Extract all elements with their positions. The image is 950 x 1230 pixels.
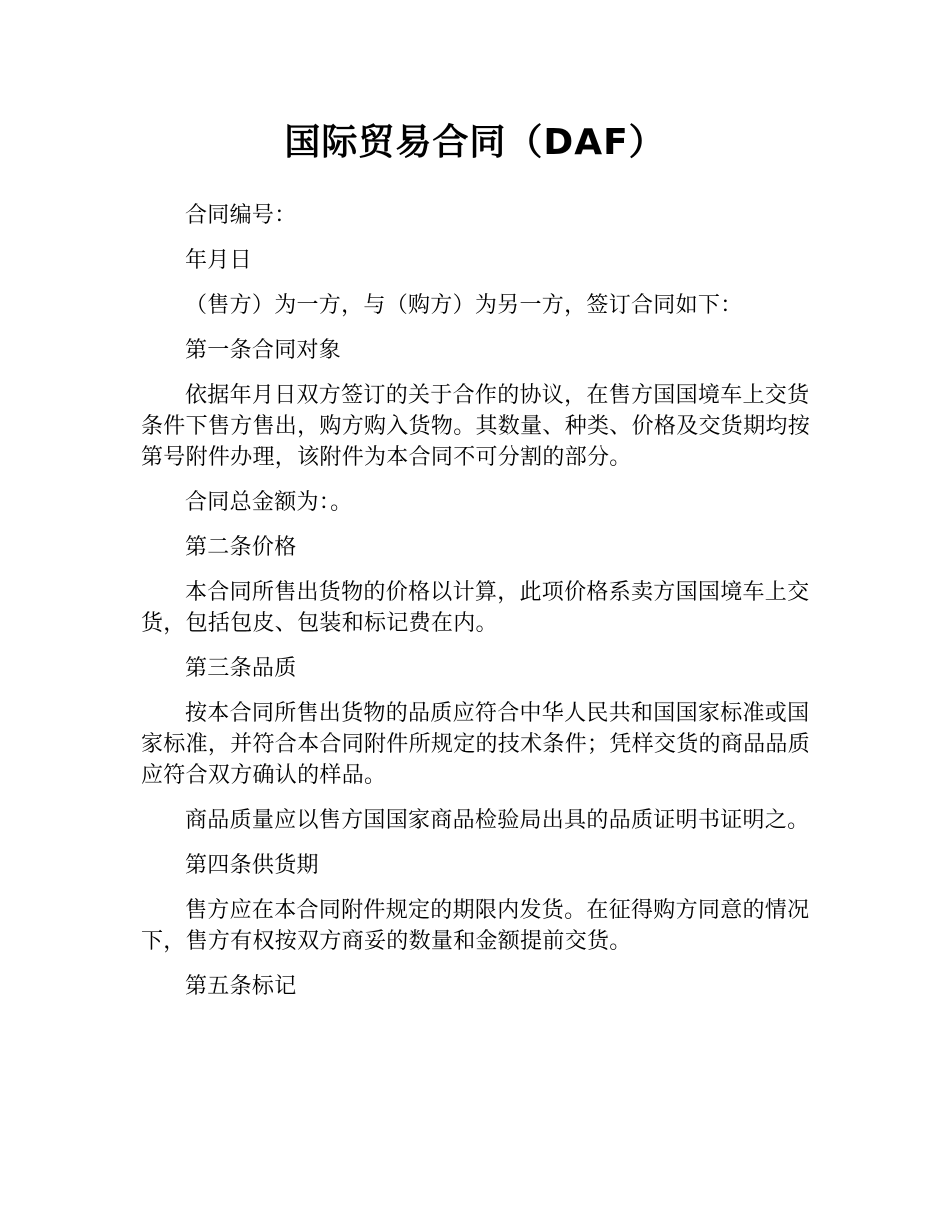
article-1-text: 依据年月日双方签订的关于合作的协议，在售方国国境车上交货条件下售方售出，购方购入货物。其数量、种类、价格及交货期均按第号附件办理，该附件为本合同不可分割的部分。 xyxy=(141,383,811,470)
document-body xyxy=(141,200,831,1016)
article-4-text: 售方应在本合同附件规定的期限内发货。在征得购方同意的情况下，售方有权按双方商妥的数量和金额提前交货。 xyxy=(141,898,810,954)
total-amount: 合同总金额为：。 xyxy=(185,490,353,515)
article-3-certificate: 商品质量应以售方国国家商品检验局出具的品质证明书证明之。 xyxy=(185,808,810,833)
article-5-heading: 第五条标记 xyxy=(185,974,297,999)
parties-statement: （售方）为一方，与（购方）为另一方，签订合同如下： xyxy=(185,293,743,318)
article-4-heading: 第四条供货期 xyxy=(185,853,319,878)
article-2-heading: 第二条价格 xyxy=(185,535,297,560)
article-3-heading: 第三条品质 xyxy=(185,656,297,681)
contract-date: 年月日 xyxy=(185,248,252,273)
article-3-text: 按本合同所售出货物的品质应符合中华人民共和国国家标准或国家标准，并符合本合同附件所规定的技术条件；凭样交货的商品品质应符合双方确认的样品。 xyxy=(141,701,811,788)
contract-number: 合同编号： xyxy=(185,203,297,228)
document-title: 国际贸易合同（DAF） xyxy=(284,122,666,163)
article-1-heading: 第一条合同对象 xyxy=(185,338,342,363)
article-2-text: 本合同所售出货物的价格以计算，此项价格系卖方国国境车上交货，包括包皮、包装和标记费在内。 xyxy=(141,580,810,636)
